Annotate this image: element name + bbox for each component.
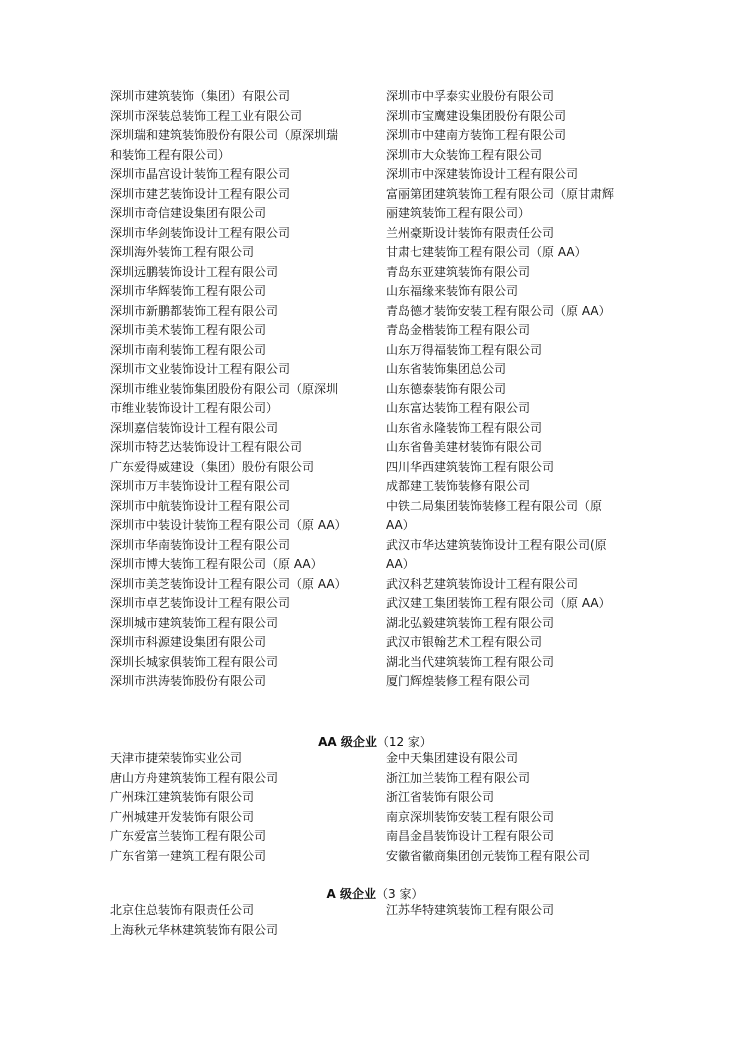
company-entry: 南京深圳装饰安装工程有限公司 bbox=[386, 809, 555, 824]
company-entry: 深圳市文业装饰设计工程有限公司 bbox=[110, 362, 291, 376]
company-entry: 北京住总装饰有限责任公司 bbox=[110, 903, 255, 917]
company-entry: 深圳远鹏装饰设计工程有限公司 bbox=[110, 264, 279, 279]
company-entry: 成都建工装饰装修有限公司 bbox=[386, 479, 531, 493]
company-entry: 深圳市中深建装饰设计工程有限公司 bbox=[386, 167, 579, 181]
company-entry: 江苏华特建筑装饰工程有限公司 bbox=[386, 903, 555, 917]
company-entry: 山东万得福装饰工程有限公司 bbox=[386, 342, 543, 357]
company-entry: 丽建筑装饰工程有限公司） bbox=[386, 206, 531, 220]
top-right-column bbox=[386, 87, 640, 692]
a-company-list bbox=[110, 901, 640, 940]
company-entry: 上海秋元华林建筑装饰有限公司 bbox=[110, 922, 279, 937]
company-entry: 市维业装饰设计工程有限公司） bbox=[110, 401, 279, 415]
company-entry: 深圳市新鹏都装饰工程有限公司 bbox=[110, 303, 279, 318]
company-entry: 浙江加兰装饰工程有限公司 bbox=[386, 770, 531, 785]
company-entry: 深圳瑞和建筑装饰股份有限公司（原深圳瑞 bbox=[110, 128, 339, 142]
company-entry: 山东省鲁美建材装饰有限公司 bbox=[386, 440, 543, 454]
company-entry: 广东省第一建筑工程有限公司 bbox=[110, 848, 267, 863]
company-entry: 湖北当代建筑装饰工程有限公司 bbox=[386, 654, 555, 669]
company-entry: 深圳市华南装饰设计工程有限公司 bbox=[110, 537, 291, 552]
company-entry: AA） bbox=[386, 557, 415, 571]
company-entry: 深圳市华辉装饰工程有限公司 bbox=[110, 284, 267, 298]
a-right-column bbox=[386, 901, 640, 940]
company-entry: AA） bbox=[386, 518, 415, 532]
company-entry: 山东富达装饰工程有限公司 bbox=[386, 401, 531, 415]
company-entry: 深圳嘉信装饰设计工程有限公司 bbox=[110, 420, 279, 435]
company-entry: 甘肃七建装饰工程有限公司（原 AA） bbox=[386, 245, 587, 259]
company-entry: 山东德泰装饰有限公司 bbox=[386, 381, 507, 396]
company-entry: 深圳市宝鹰建设集团股份有限公司 bbox=[386, 108, 567, 123]
company-entry: 深圳城市建筑装饰工程有限公司 bbox=[110, 615, 279, 630]
company-entry: 湖北弘毅建筑装饰工程有限公司 bbox=[386, 615, 555, 630]
company-entry: 深圳市洪涛装饰股份有限公司 bbox=[110, 674, 267, 688]
company-entry: 广州珠江建筑装饰有限公司 bbox=[110, 790, 255, 804]
company-entry: 深圳长城家俱装饰工程有限公司 bbox=[110, 654, 279, 669]
company-entry: 广东爱富兰装饰工程有限公司 bbox=[110, 829, 267, 843]
aa-right-column bbox=[386, 749, 640, 866]
company-entry: 深圳市大众装饰工程有限公司 bbox=[386, 147, 543, 162]
company-entry: 深圳市建艺装饰设计工程有限公司 bbox=[110, 186, 291, 201]
company-entry: 富丽第团建筑装饰工程有限公司（原甘肃辉 bbox=[386, 186, 615, 201]
company-entry: 山东省装饰集团总公司 bbox=[386, 362, 507, 376]
company-entry: 厦门辉煌装修工程有限公司 bbox=[386, 674, 531, 688]
company-entry: 山东省永隆装饰工程有限公司 bbox=[386, 420, 543, 435]
company-entry: 深圳市深装总装饰工程工业有限公司 bbox=[110, 108, 303, 123]
company-entry: 深圳市建筑装饰（集团）有限公司 bbox=[110, 89, 291, 103]
company-entry: 唐山方舟建筑装饰工程有限公司 bbox=[110, 770, 279, 785]
company-entry: 天津市捷荣装饰实业公司 bbox=[110, 751, 243, 765]
company-entry: 深圳市中孚泰实业股份有限公司 bbox=[386, 89, 555, 103]
company-entry: 兰州豪斯设计装饰有限责任公司 bbox=[386, 225, 555, 240]
company-entry: 武汉市华达建筑装饰设计工程有限公司(原 bbox=[386, 537, 607, 552]
company-entry: 深圳市博大装饰工程有限公司（原 AA） bbox=[110, 557, 323, 571]
company-entry: 深圳市科源建设集团有限公司 bbox=[110, 635, 267, 649]
company-entry: 深圳市卓艺装饰设计工程有限公司 bbox=[110, 596, 291, 610]
company-entry: 深圳市中装设计装饰工程有限公司（原 AA） bbox=[110, 518, 347, 532]
company-entry: 深圳市华剑装饰设计工程有限公司 bbox=[110, 225, 291, 240]
company-entry: 和装饰工程有限公司） bbox=[110, 147, 231, 162]
company-entry: 深圳市维业装饰集团股份有限公司（原深圳 bbox=[110, 381, 339, 396]
company-entry: 安徽省徽商集团创元装饰工程有限公司 bbox=[386, 848, 591, 863]
company-entry: 深圳市美芝装饰设计工程有限公司（原 AA） bbox=[110, 576, 347, 591]
company-entry: 深圳市万丰装饰设计工程有限公司 bbox=[110, 479, 291, 493]
company-entry: 深圳市美术装饰工程有限公司 bbox=[110, 323, 267, 337]
company-entry: 深圳市奇信建设集团有限公司 bbox=[110, 206, 267, 220]
aa-company-list bbox=[110, 749, 640, 866]
a-count-label: （3 家） bbox=[376, 887, 424, 901]
company-entry: 中铁二局集团装饰装修工程有限公司（原 bbox=[386, 498, 603, 513]
a-left-column bbox=[110, 901, 386, 940]
company-entry: 山东福缘来装饰有限公司 bbox=[386, 284, 519, 298]
company-entry: 深圳市特艺达装饰设计工程有限公司 bbox=[110, 440, 303, 454]
company-entry: 广州城建开发装饰有限公司 bbox=[110, 809, 255, 824]
company-entry: 青岛金楷装饰工程有限公司 bbox=[386, 323, 531, 337]
company-entry: 青岛德才装饰安装工程有限公司（原 AA） bbox=[386, 303, 611, 318]
company-entry: 广东爱得威建设（集团）股份有限公司 bbox=[110, 459, 315, 474]
aa-level-label: AA 级企业 bbox=[318, 735, 377, 749]
company-entry: 浙江省装饰有限公司 bbox=[386, 790, 495, 804]
top-company-list bbox=[110, 87, 640, 692]
company-entry: 青岛东亚建筑装饰有限公司 bbox=[386, 264, 531, 279]
company-entry: 深圳市南利装饰工程有限公司 bbox=[110, 342, 267, 357]
company-entry: 深圳市中建南方装饰工程有限公司 bbox=[386, 128, 567, 142]
aa-left-column bbox=[110, 749, 386, 866]
company-entry: 金中天集团建设有限公司 bbox=[386, 751, 519, 765]
company-entry: 武汉建工集团装饰工程有限公司（原 AA） bbox=[386, 596, 611, 610]
company-entry: 南昌金昌装饰设计工程有限公司 bbox=[386, 829, 555, 843]
top-left-column bbox=[110, 87, 386, 692]
company-entry: 深圳市中航装饰设计工程有限公司 bbox=[110, 498, 291, 513]
a-level-label: A 级企业 bbox=[326, 887, 376, 901]
company-entry: 四川华西建筑装饰工程有限公司 bbox=[386, 459, 555, 474]
company-entry: 深圳市晶宫设计装饰工程有限公司 bbox=[110, 167, 291, 181]
aa-count-label: （12 家） bbox=[376, 735, 432, 749]
company-entry: 武汉市银翰艺术工程有限公司 bbox=[386, 635, 543, 649]
company-entry: 武汉科艺建筑装饰设计工程有限公司 bbox=[386, 576, 579, 591]
company-entry: 深圳海外装饰工程有限公司 bbox=[110, 245, 255, 259]
